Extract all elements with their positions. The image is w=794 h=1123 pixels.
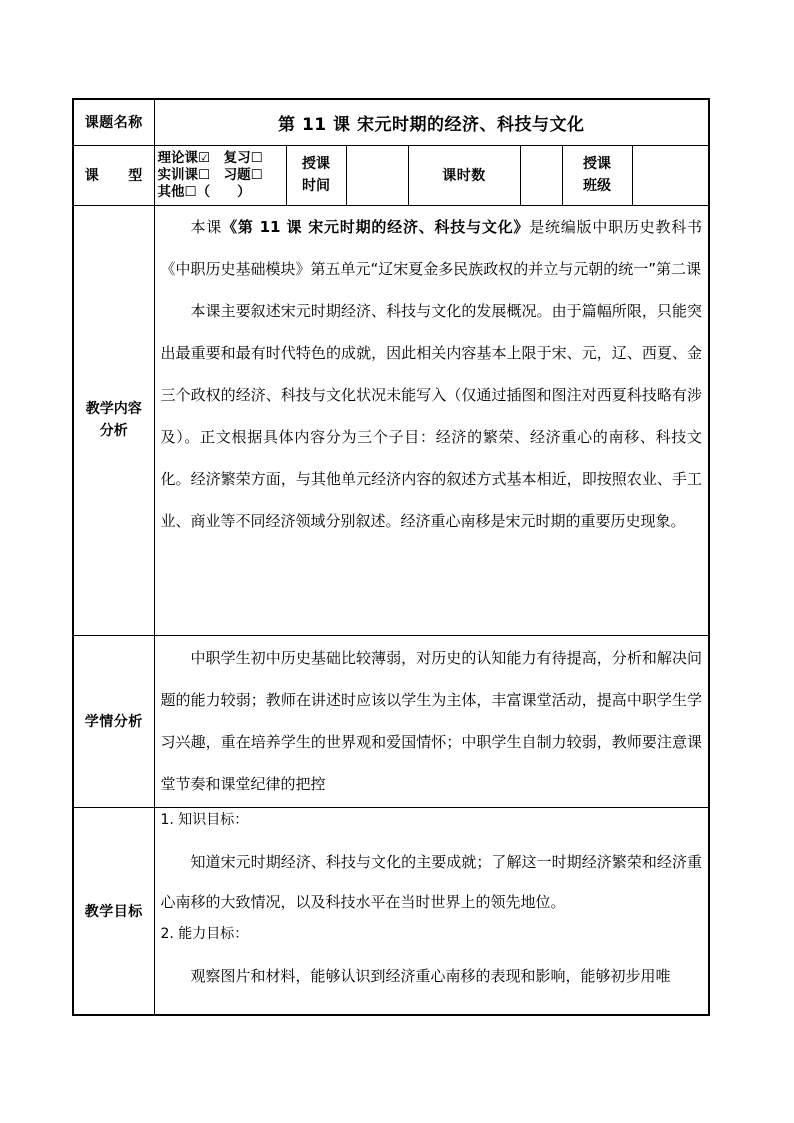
- teaching-class-label-line-2: 班级: [583, 178, 611, 194]
- teaching-time-label-line-1: 授课: [302, 156, 330, 172]
- goal-1-text: 知道宋元时期经济、科技与文化的主要成就；了解这一时期经济繁荣和经济重心南移的大致情况，以及科技水平在当时世界上的领先地位。: [160, 852, 703, 911]
- class-hours-value[interactable]: [520, 145, 562, 205]
- content-paragraph-2: 本课主要叙述宋元时期经济、科技与文化的发展概况。由于篇幅所限，只能突出最重要和最有时代特色的成就，因此相关内容基本上限于宋、元，辽、西夏、金三个政权的经济、科技与文化状况未能写入（仅通过插图和图注对西夏科技略有涉及）。正文根据具体内容分为三个子目：经济的繁荣、经济重心的南移、科技文化。经济繁荣方面，与其他单元经济内容的叙述方式基本相近，即按照农业、手工业、商业等不同经济领域分别叙述。经济重心南移是宋元时期的重要历史现象。: [160, 301, 703, 530]
- teaching-time-label-line-2: 时间: [302, 178, 330, 194]
- teaching-time-label: [286, 145, 346, 205]
- content-analysis-text: [154, 205, 709, 635]
- class-hours-label: 课时数: [408, 145, 520, 205]
- type-row: [73, 145, 709, 205]
- content-analysis-label-line-1: 教学内容: [85, 401, 142, 417]
- course-title: 第 11 课 宋元时期的经济、科技与文化: [154, 99, 709, 145]
- content-paragraph-1: [161, 206, 703, 290]
- options-line-3: 其他☐（ ）: [157, 183, 251, 200]
- goal-2-text: 观察图片和材料，能够认识到经济重心南移的表现和影响，能够初步用唯: [190, 966, 671, 985]
- lesson-plan-table: [72, 98, 710, 1016]
- course-name-label: 课题名称: [73, 99, 154, 145]
- options-line-2: 实训课☐ 习题☐: [157, 166, 263, 183]
- goal-1-title: 1. 知识目标：: [160, 811, 249, 828]
- teaching-goals-text: [154, 807, 709, 1015]
- student-analysis-row: [73, 635, 709, 807]
- teaching-class-value[interactable]: [632, 145, 709, 205]
- content-p1-suffix: 是统编版中职历史教科书《中职历史基础模块》第五单元“辽宋夏金多民族政权的并立与元朝的统一”第二课: [160, 217, 703, 278]
- teaching-class-label: [562, 145, 632, 205]
- content-analysis-row: [73, 205, 709, 635]
- teaching-goals-row: [73, 807, 709, 1015]
- content-p1-prefix: 本课: [190, 217, 223, 236]
- options-line-1: 理论课☑ 复习☐: [157, 149, 263, 166]
- goal-2-title: 2. 能力目标：: [160, 925, 249, 942]
- content-analysis-label: [73, 205, 154, 635]
- student-analysis-text: [154, 635, 709, 807]
- student-analysis-paragraph: 中职学生初中历史基础比较薄弱，对历史的认知能力有待提高，分析和解决问题的能力较弱；教师在讲述时应该以学生为主体，丰富课堂活动，提高中职学生学习兴趣，重在培养学生的世界观和爱国情怀；中职学生自制力较弱，教师要注意课堂节奏和课堂纪律的把控: [160, 649, 703, 793]
- teaching-goals-label: 教学目标: [73, 807, 154, 1015]
- content-analysis-label-line-2: 分析: [99, 423, 128, 439]
- teaching-class-label-line-1: 授课: [583, 156, 611, 172]
- teaching-time-value[interactable]: [346, 145, 408, 205]
- course-type-options: [154, 145, 286, 205]
- content-p1-bold-title: 《第 11 课 宋元时期的经济、科技与文化》: [222, 217, 530, 236]
- course-type-label: 课 型: [73, 145, 154, 205]
- title-row: [73, 99, 709, 145]
- student-analysis-label: 学情分析: [73, 635, 154, 807]
